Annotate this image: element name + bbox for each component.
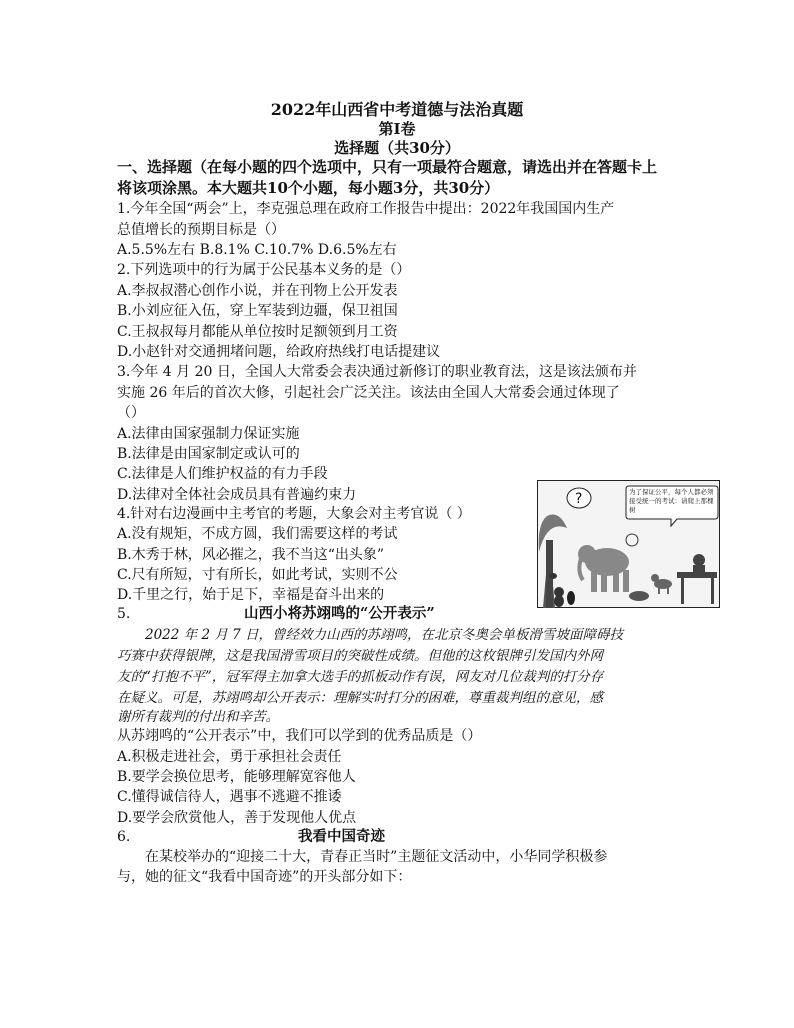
q2-option-a: A.李叔叔潜心创作小说，并在刊物上公开发表: [117, 283, 398, 299]
q3-option-a: A.法律由国家强制力保证实施: [117, 426, 300, 442]
examiner-icon: [693, 554, 705, 566]
q5-passage-line4: 在疑义。可是，苏翊鸣却公开表示：理解实时打分的困难，尊重裁判组的意见，感: [117, 690, 603, 706]
q4-stem: 4.针对右边漫画中主考官的考题，大象会对主考官说（ ）: [117, 506, 471, 522]
q5-number: 5.: [117, 606, 131, 622]
q5-passage-line3: 友的“打抱不平”，冠军得主加拿大选手的抓板动作有误，网友对几位裁判的打分存: [117, 669, 604, 685]
q5-option-a: A.积极走进社会，勇于承担社会责任: [117, 749, 342, 765]
q3-option-d: D.法律对全体社会成员具有普遍约束力: [117, 487, 357, 503]
q3-stem-line2: 实施 26 年后的首次大修，引起社会广泛关注。该法由全国人大常委会通过体现了: [117, 385, 620, 401]
q3-stem-line3: （）: [117, 405, 145, 421]
q1-stem-line1: 1.今年全国“两会”上，李克强总理在政府工作报告中提出：2022年我国国内生产: [117, 201, 615, 217]
q1-options: A.5.5%左右 B.8.1% C.10.7% D.6.5%左右: [117, 242, 397, 258]
q5-option-d: D.要学会欣赏他人，善于发现他人优点: [117, 810, 357, 826]
seal-icon: [629, 591, 649, 601]
q1-stem-line2: 总值增长的预期目标是（）: [117, 222, 285, 238]
cartoon-question-mark: ?: [575, 491, 583, 507]
q3-option-b: B.法律是由国家制定或认可的: [117, 446, 300, 462]
q5-passage-line2: 巧赛中获得银牌，这是我国滑雪项目的突破性成绩。但他的这枚银牌引发国内外网: [117, 648, 603, 664]
q2-option-d: D.小赵针对交通拥堵问题，给政府热线打电话提建议: [117, 344, 441, 360]
q2-stem: 2.下列选项中的行为属于公民基本义务的是（）: [117, 262, 411, 278]
q5-option-c: C.懂得诚信待人，遇事不逃避不推诿: [117, 789, 342, 805]
page-title: 2022年山西省中考道德与法治真题: [270, 100, 524, 119]
section-label: 选择题（共30分）: [334, 139, 460, 157]
penguin-icon: [567, 591, 575, 605]
q2-option-c: C.王叔叔每月都能从单位按时足额领到月工资: [117, 324, 398, 340]
examiner-speech-text: 为了保证公平，每个人都必须接受统一的考试：请爬上那棵树: [629, 488, 714, 514]
q4-option-c: C.尺有所短，寸有所长，如此考试，实则不公: [117, 567, 398, 583]
part1-heading-line1: 一、选择题（在每小题的四个选项中，只有一项最符合题意，请选出并在答题卡上: [117, 158, 658, 176]
q6-title: 我看中国奇迹: [298, 828, 385, 845]
q5-option-b: B.要学会换位思考，能够理解宽容他人: [117, 769, 356, 785]
bird-icon: [549, 573, 557, 579]
q4-option-d: D.千里之行，始于足下，幸福是奋斗出来的: [117, 587, 385, 603]
q3-stem-line1: 3.今年 4 月 20 日，全国人大常委会表决通过新修订的职业教育法，这是该法颁布并: [117, 364, 637, 380]
part1-heading-line2: 将该项涂黑。本大题共10个小题，每小题3分，共30分）: [117, 179, 500, 197]
q5-title: 山西小将苏翊鸣的“公开表示”: [244, 605, 435, 622]
q5-passage-line5: 谢所有裁判的付出和辛苦。: [117, 709, 279, 725]
q4-option-b: B.木秀于林，风必摧之，我不当这“出头象”: [117, 547, 385, 563]
q3-option-c: C.法律是人们维护权益的有力手段: [117, 466, 328, 482]
q6-line2: 与，她的征文“我看中国奇迹”的开头部分如下：: [117, 869, 412, 885]
q4-option-a: A.没有规矩，不成方圆，我们需要这样的考试: [117, 526, 398, 542]
q5-stem: 从苏翊鸣的“公开表示”中，我们可以学到的优秀品质是（）: [117, 728, 482, 744]
exam-cartoon-image: [537, 480, 720, 608]
volume-label: 第I卷: [378, 120, 416, 138]
q6-line1: 在某校举办的“迎接二十大，青春正当时”主题征文活动中，小华同学积极参: [145, 849, 608, 865]
q2-option-b: B.小刘应征入伍，穿上军装到边疆，保卫祖国: [117, 303, 398, 319]
q6-number: 6.: [117, 829, 131, 845]
q5-passage-line1: 2022 年 2 月 7 日，曾经效力山西的苏翊鸣，在北京冬奥会单板滑雪坡面障碍技: [145, 627, 623, 643]
